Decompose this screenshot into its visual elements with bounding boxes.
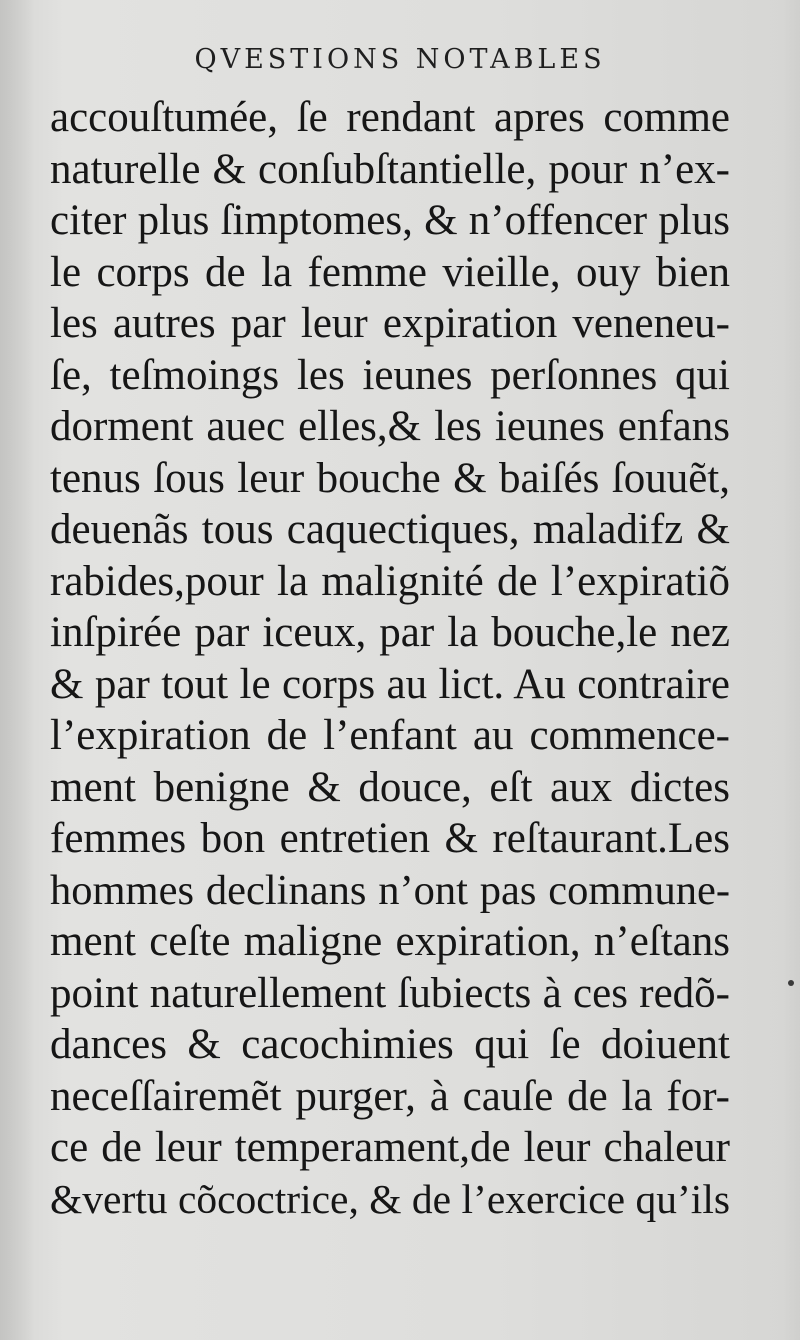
text-line: ce de leur temperament,de leur chaleur <box>50 1124 730 1171</box>
text-line: le corps de la femme vieille, ouy bien <box>50 248 730 296</box>
body-text <box>50 92 730 1225</box>
text-line: dorment auec elles,& les ieunes enfans <box>50 403 730 450</box>
text-line: &vertu cõcoctrice, & de l’exercice qu’ils <box>50 1175 730 1222</box>
text-line: inſpirée par iceux, par la bouche,le nez <box>50 609 730 656</box>
text-line: dances & cacochimies qui ſe doiuent <box>50 1021 730 1068</box>
page-edge <box>782 0 800 1340</box>
running-head: QVESTIONS NOTABLES <box>194 44 606 75</box>
text-line: tenus ſous leur bouche & baiſés ſouuẽt, <box>50 454 730 502</box>
text-line: hommes declinans n’ont pas commune- <box>50 866 730 914</box>
text-line: neceſſairemẽt purger, à cauſe de la for- <box>50 1072 730 1120</box>
text-line: rabides,pour la malignité de l’expiratiõ <box>50 557 730 605</box>
text-line: ment benigne & douce, eſt aux dictes <box>50 763 730 811</box>
text-line: les autres par leur expiration veneneu- <box>50 300 730 347</box>
text-line: femmes bon entretien & reſtaurant.Les <box>50 815 730 862</box>
ink-speck <box>788 980 794 986</box>
text-line: citer plus ſimptomes, & n’offencer plus <box>50 197 730 244</box>
gutter-shadow <box>0 0 34 1340</box>
text-line: naturelle & conſubſtantielle, pour n’ex- <box>50 145 730 193</box>
text-line: deuenãs tous caquectiques, maladifz & <box>50 506 730 553</box>
text-line: l’expiration de l’enfant au commence- <box>50 712 730 759</box>
text-line: ment ceſte maligne expiration, n’eſtans <box>50 918 730 965</box>
text-line: ſe, teſmoings les ieunes perſonnes qui <box>50 351 730 399</box>
text-line: accouſtumée, ſe rendant apres comme <box>50 94 730 141</box>
text-line: & par tout le corps au lict. Au contraire <box>50 660 730 708</box>
text-line: point naturellement ſubiects à ces redõ- <box>50 969 730 1017</box>
